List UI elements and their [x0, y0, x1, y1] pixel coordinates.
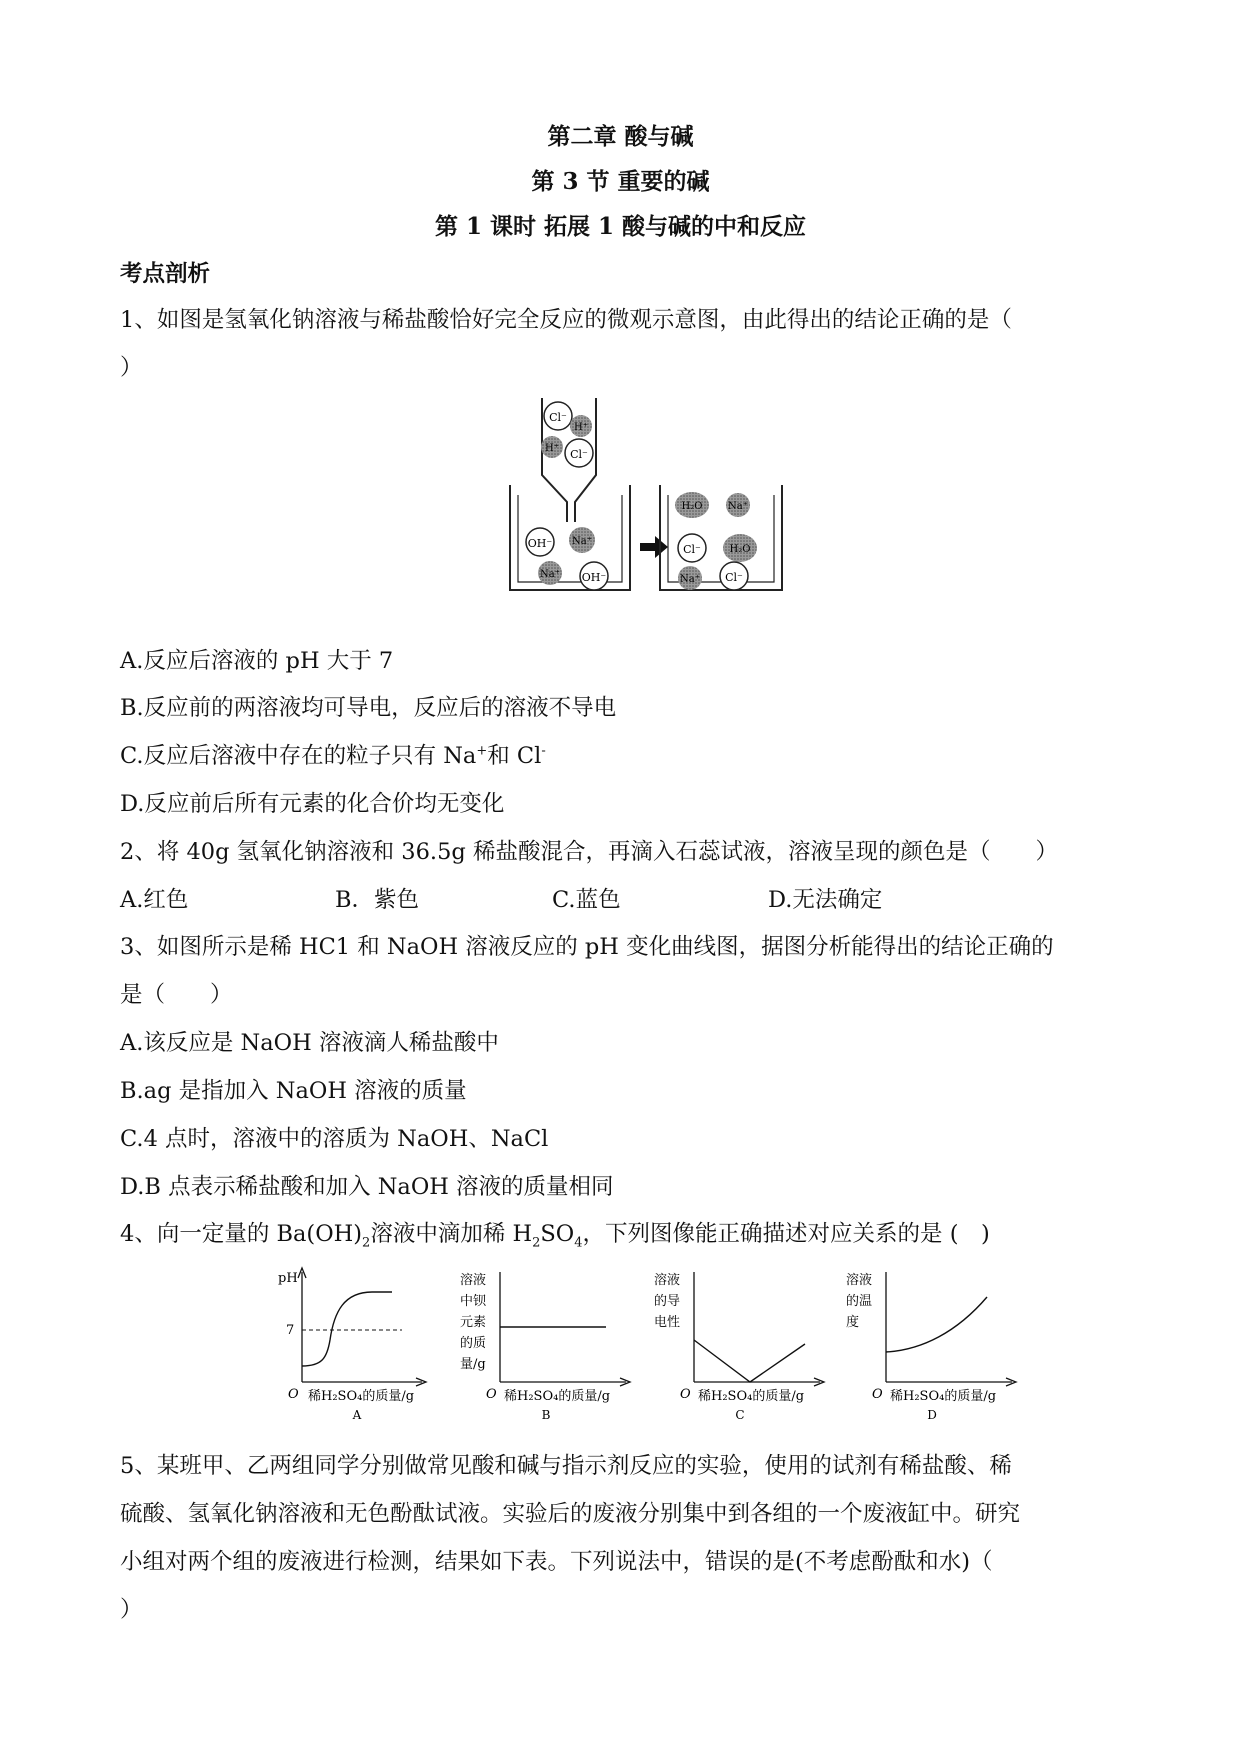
- q3-option-b: B.ag 是指加入 NaOH 溶液的质量: [120, 1078, 467, 1104]
- chapter-title: 第二章 酸与碱: [547, 123, 694, 150]
- svg-text:中钡: 中钡: [460, 1294, 487, 1309]
- q4-graph-d: [842, 1262, 1032, 1422]
- q5-line-4: ）: [120, 1597, 143, 1623]
- svg-text:Na⁺: Na⁺: [540, 569, 560, 580]
- svg-text:度: 度: [846, 1315, 860, 1330]
- svg-text:电性: 电性: [654, 1315, 681, 1330]
- funnel-ion-4: [565, 439, 593, 467]
- before-ion-1: [526, 528, 554, 556]
- svg-text:C: C: [735, 1408, 745, 1422]
- q2-option-b: B．紫色: [335, 887, 420, 913]
- funnel-ion-2: [570, 415, 592, 437]
- svg-text:元素: 元素: [460, 1315, 487, 1330]
- svg-text:稀H₂SO₄的质量/g: 稀H₂SO₄的质量/g: [890, 1389, 997, 1404]
- svg-text:A: A: [352, 1408, 362, 1422]
- q1-reaction-diagram: [500, 390, 800, 605]
- lesson-title: 第 1 课时 拓展 1 酸与碱的中和反应: [434, 213, 807, 240]
- svg-text:溶液: 溶液: [846, 1273, 873, 1288]
- before-ion-2: [569, 527, 595, 553]
- svg-text:7: 7: [286, 1323, 295, 1338]
- after-ion-4: [723, 534, 757, 562]
- after-ion-6: [720, 562, 748, 590]
- svg-text:Na⁺: Na⁺: [728, 501, 748, 512]
- q3-stem-end: 是（ ）: [120, 982, 233, 1008]
- svg-text:O: O: [288, 1387, 299, 1402]
- q5-line-1: 5、某班甲、乙两组同学分别做常见酸和碱与指示剂反应的实验，使用的试剂有稀盐酸、稀: [120, 1453, 1012, 1479]
- svg-text:稀H₂SO₄的质量/g: 稀H₂SO₄的质量/g: [504, 1389, 611, 1404]
- svg-text:量/g: 量/g: [460, 1357, 486, 1372]
- after-ion-5: [678, 566, 702, 590]
- svg-text:O: O: [680, 1387, 691, 1402]
- after-ion-2: [726, 493, 750, 517]
- q5-line-2: 硫酸、氢氧化钠溶液和无色酚酞试液。实验后的废液分别集中到各组的一个废液缸中。研究: [120, 1501, 1021, 1527]
- after-ion-1: [675, 492, 709, 518]
- q4-graph-b: [456, 1262, 646, 1422]
- q2-stem: 2、将 40g 氢氧化钠溶液和 36.5g 稀盐酸混合，再滴入石蕊试液，溶液呈现的颜色是（ ）: [120, 839, 1058, 865]
- svg-text:H⁺: H⁺: [574, 422, 588, 433]
- reaction-arrow-icon: [640, 536, 668, 558]
- q2-option-c: C.蓝色: [552, 887, 621, 913]
- q3-option-d: D.B 点表示稀盐酸和加入 NaOH 溶液的质量相同: [120, 1174, 614, 1200]
- q3-stem: 3、如图所示是稀 HC1 和 NaOH 溶液反应的 pH 变化曲线图，据图分析能得出的结论正确的: [120, 934, 1054, 960]
- svg-text:Na⁺: Na⁺: [680, 574, 700, 585]
- section-heading: 考点剖析: [120, 261, 211, 287]
- q3-option-a: A.该反应是 NaOH 溶液滴人稀盐酸中: [120, 1030, 499, 1056]
- section-title: 第 3 节 重要的碱: [531, 168, 710, 195]
- svg-text:H⁺: H⁺: [545, 443, 559, 454]
- svg-text:Na⁺: Na⁺: [572, 536, 592, 547]
- svg-text:的质: 的质: [460, 1336, 487, 1351]
- svg-text:稀H₂SO₄的质量/g: 稀H₂SO₄的质量/g: [698, 1389, 805, 1404]
- svg-text:OH⁻: OH⁻: [581, 571, 607, 584]
- after-ion-3: [678, 534, 706, 562]
- q1-option-d: D.反应前后所有元素的化合价均无变化: [120, 791, 505, 817]
- q4-graph-c: [650, 1262, 840, 1422]
- q1-stem-end: ）: [120, 355, 143, 381]
- q2-option-d: D.无法确定: [768, 887, 883, 913]
- funnel-ion-1: [544, 402, 572, 430]
- svg-text:溶液: 溶液: [460, 1273, 487, 1288]
- q4-graph-a: [272, 1262, 452, 1422]
- svg-text:Cl⁻: Cl⁻: [570, 448, 588, 461]
- funnel-ion-3: [541, 436, 563, 458]
- svg-text:的温: 的温: [846, 1294, 873, 1309]
- q1-option-a: A.反应后溶液的 pH 大于 7: [120, 648, 394, 674]
- svg-text:Cl⁻: Cl⁻: [725, 571, 743, 584]
- svg-text:的导: 的导: [654, 1294, 681, 1309]
- svg-text:D: D: [927, 1408, 937, 1422]
- svg-text:溶液: 溶液: [654, 1273, 681, 1288]
- svg-text:O: O: [486, 1387, 497, 1402]
- svg-text:H₂O: H₂O: [681, 501, 703, 512]
- svg-text:O: O: [872, 1387, 883, 1402]
- before-ion-4: [580, 562, 608, 590]
- svg-text:Cl⁻: Cl⁻: [549, 411, 567, 424]
- svg-text:Cl⁻: Cl⁻: [683, 543, 701, 556]
- svg-text:OH⁻: OH⁻: [527, 537, 553, 550]
- q2-option-a: A.红色: [120, 887, 189, 913]
- q1-option-c: C.反应后溶液中存在的粒子只有 Na+和 Cl-: [120, 743, 546, 769]
- svg-text:B: B: [541, 1408, 551, 1422]
- q1-stem: 1、如图是氢氧化钠溶液与稀盐酸恰好完全反应的微观示意图，由此得出的结论正确的是（: [120, 307, 1012, 333]
- q4-stem: 4、向一定量的 $Ba(OH)_2$溶液中滴加稀 $H_2SO_4$，下列图像能正确描述对应关系的是 ( ): [120, 1221, 990, 1251]
- svg-text:pH: pH: [278, 1271, 298, 1286]
- q1-option-b: B.反应前的两溶液均可导电，反应后的溶液不导电: [120, 695, 617, 721]
- svg-text:稀H₂SO₄的质量/g: 稀H₂SO₄的质量/g: [308, 1389, 415, 1404]
- q3-option-c: C.4 点时，溶液中的溶质为 NaOH、NaCl: [120, 1126, 549, 1152]
- before-ion-3: [538, 561, 562, 585]
- q5-line-3: 小组对两个组的废液进行检测，结果如下表。下列说法中，错误的是(不考虑酚酞和水)（: [120, 1549, 993, 1575]
- svg-text:H₂O: H₂O: [729, 544, 751, 555]
